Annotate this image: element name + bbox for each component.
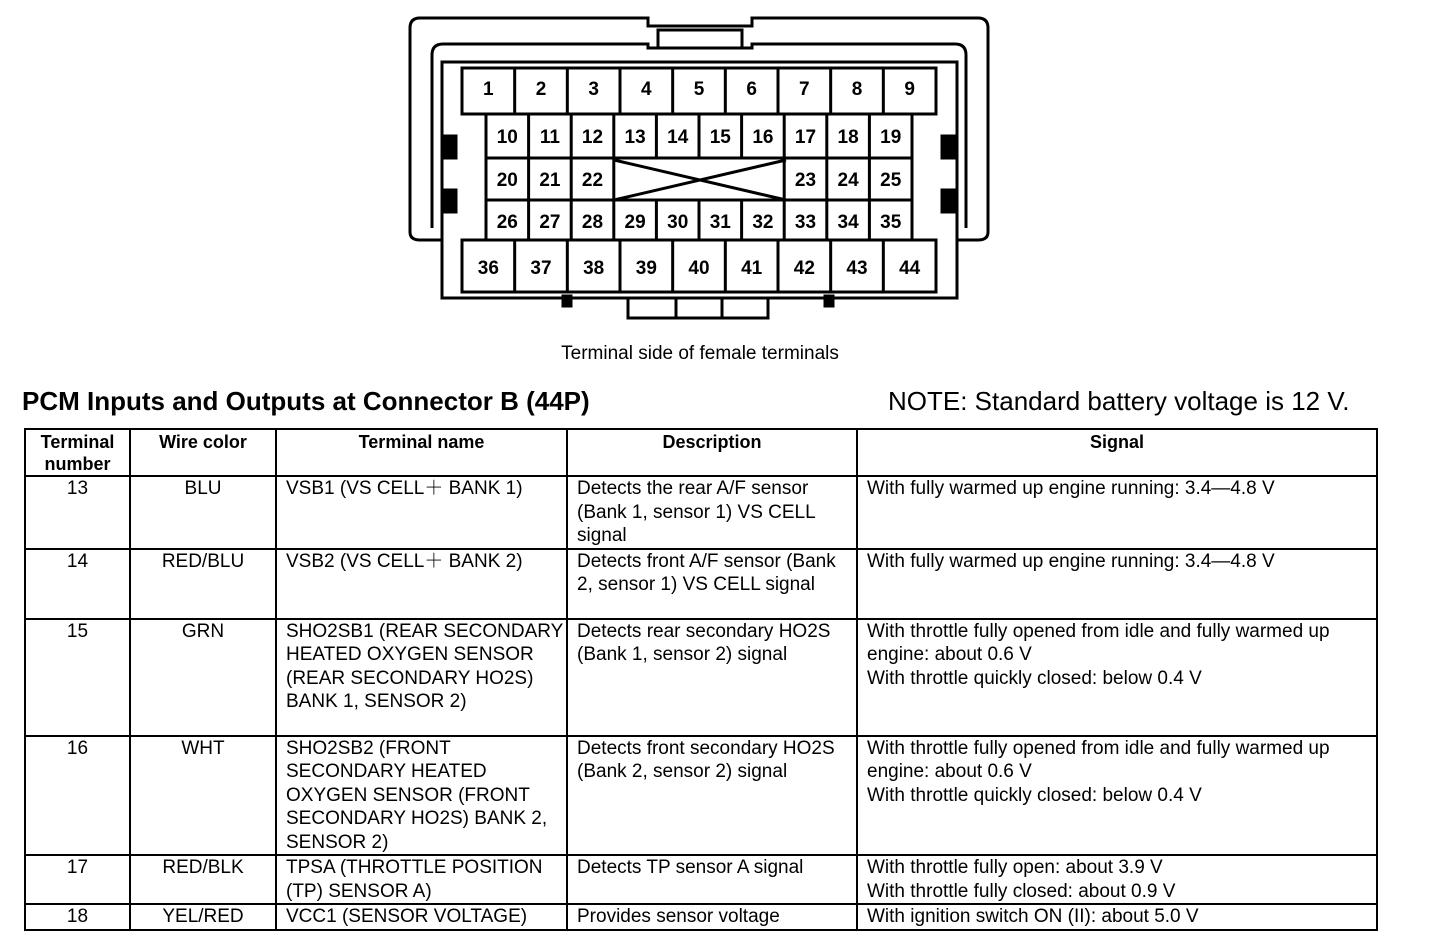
table-row bbox=[25, 855, 1377, 904]
pin-number-14: 14 bbox=[667, 127, 689, 148]
connector-side-right bbox=[957, 232, 988, 240]
pin-number-26: 26 bbox=[496, 212, 518, 233]
pin-number-24: 24 bbox=[837, 170, 859, 191]
header-terminal-number: Terminal number bbox=[25, 429, 130, 476]
pin-number-23: 23 bbox=[794, 170, 817, 191]
pin-number-1: 1 bbox=[483, 79, 494, 100]
pin-number-41: 41 bbox=[741, 258, 763, 279]
signal-line: With throttle quickly closed: below 0.4 V bbox=[867, 784, 1202, 806]
header-terminal-name: Terminal name bbox=[276, 429, 567, 476]
signal-line: With fully warmed up engine running: 3.4—4.8 V bbox=[867, 478, 1275, 499]
cell-signal bbox=[857, 476, 1377, 549]
pin-number-37: 37 bbox=[530, 258, 552, 279]
table-row bbox=[25, 476, 1377, 549]
signal-line: With throttle fully opened from idle and fully warmed up engine: about 0.6 V bbox=[867, 620, 1330, 665]
table-header-row bbox=[25, 429, 1377, 476]
pin-number-10: 10 bbox=[496, 127, 518, 148]
cell-signal bbox=[857, 619, 1377, 736]
pin-number-11: 11 bbox=[539, 127, 560, 148]
pin-number-35: 35 bbox=[880, 212, 902, 233]
cell-description: Detects rear secondary HO2S (Bank 1, sensor 2) signal bbox=[567, 619, 857, 736]
table-row bbox=[25, 549, 1377, 619]
pin-number-25: 25 bbox=[880, 170, 902, 191]
terminal-table bbox=[24, 428, 1378, 931]
cell-wire-color: WHT bbox=[130, 736, 276, 856]
connector-tab bbox=[942, 190, 954, 212]
pin-number-21: 21 bbox=[539, 170, 561, 191]
header-wire-color: Wire color bbox=[130, 429, 276, 476]
cell-terminal-number: 16 bbox=[25, 736, 130, 856]
pin-number-29: 29 bbox=[624, 212, 646, 233]
cell-terminal-number: 14 bbox=[25, 549, 130, 619]
cell-signal bbox=[857, 855, 1377, 904]
cell-terminal-number: 17 bbox=[25, 855, 130, 904]
pin-number-36: 36 bbox=[477, 258, 499, 279]
table-row bbox=[25, 619, 1377, 736]
connector-caption: Terminal side of female terminals bbox=[561, 343, 839, 364]
pin-number-39: 39 bbox=[635, 258, 657, 279]
connector-bottom-key bbox=[628, 298, 768, 318]
cell-signal bbox=[857, 549, 1377, 619]
pin-number-43: 43 bbox=[846, 258, 868, 279]
connector-bottom-tab bbox=[825, 296, 833, 306]
cell-terminal-name: TPSA (THROTTLE POSITION (TP) SENSOR A) bbox=[276, 855, 567, 904]
pin-number-32: 32 bbox=[752, 212, 774, 233]
pin-number-31: 31 bbox=[709, 212, 731, 233]
cell-signal bbox=[857, 736, 1377, 856]
pin-number-20: 20 bbox=[496, 170, 518, 191]
pin-number-5: 5 bbox=[693, 79, 705, 100]
pin-number-7: 7 bbox=[799, 79, 810, 100]
pin-number-19: 19 bbox=[880, 127, 902, 148]
blank-pin-cross bbox=[614, 160, 786, 200]
cell-description: Provides sensor voltage bbox=[567, 904, 857, 930]
page-heading: PCM Inputs and Outputs at Connector B (44P) bbox=[22, 386, 590, 416]
pin-number-40: 40 bbox=[688, 258, 710, 279]
connector-tab bbox=[444, 136, 456, 158]
cell-description: Detects front secondary HO2S (Bank 2, sensor 2) signal bbox=[567, 736, 857, 856]
pin-number-2: 2 bbox=[535, 79, 547, 100]
signal-line: With throttle quickly closed: below 0.4 V bbox=[867, 667, 1202, 689]
pin-number-27: 27 bbox=[539, 212, 561, 233]
pin-number-4: 4 bbox=[641, 79, 652, 100]
pin-number-34: 34 bbox=[837, 212, 859, 233]
connector-diagram bbox=[0, 0, 1440, 340]
signal-line: With throttle fully open: about 3.9 V bbox=[867, 857, 1163, 878]
signal-line: With throttle fully closed: about 0.9 V bbox=[867, 880, 1176, 902]
cell-terminal-name: SHO2SB1 (REAR SECONDARY HEATED OXYGEN SENSOR (REAR SECONDARY HO2S) BANK 1, SENSOR 2) bbox=[276, 619, 567, 736]
cell-terminal-name: VCC1 (SENSOR VOLTAGE) bbox=[276, 904, 567, 930]
pin-number-6: 6 bbox=[746, 79, 757, 100]
signal-line: With fully warmed up engine running: 3.4—4.8 V bbox=[867, 550, 1275, 572]
pin-number-38: 38 bbox=[583, 258, 605, 279]
table-row bbox=[25, 736, 1377, 856]
header-signal: Signal bbox=[857, 429, 1377, 476]
signal-line: With throttle fully opened from idle and fully warmed up engine: about 0.6 V bbox=[867, 737, 1330, 782]
pin-number-15: 15 bbox=[709, 127, 731, 148]
cell-signal bbox=[857, 904, 1377, 930]
pin-number-16: 16 bbox=[752, 127, 774, 148]
cell-terminal-name: VSB1 (VS CELL＋ BANK 1) bbox=[276, 476, 567, 549]
pin-number-22: 22 bbox=[581, 170, 604, 191]
cell-terminal-name: VSB2 (VS CELL＋ BANK 2) bbox=[276, 549, 567, 619]
cell-wire-color: RED/BLU bbox=[130, 549, 276, 619]
connector-bottom-tab bbox=[563, 296, 571, 306]
pin-number-18: 18 bbox=[837, 127, 859, 148]
connector-top-latch bbox=[658, 30, 742, 48]
cell-description: Detects the rear A/F sensor (Bank 1, sensor 1) VS CELL signal bbox=[567, 476, 857, 549]
pin-number-12: 12 bbox=[581, 127, 604, 148]
pin-number-42: 42 bbox=[793, 258, 815, 279]
pin-number-28: 28 bbox=[581, 212, 604, 233]
pin-number-17: 17 bbox=[794, 127, 817, 148]
cell-description: Detects TP sensor A signal bbox=[567, 855, 857, 904]
cell-wire-color: RED/BLK bbox=[130, 855, 276, 904]
pin-number-9: 9 bbox=[904, 79, 915, 100]
cell-wire-color: YEL/RED bbox=[130, 904, 276, 930]
connector-tab bbox=[942, 136, 954, 158]
pin-number-3: 3 bbox=[588, 79, 599, 100]
cell-terminal-name: SHO2SB2 (FRONT SECONDARY HEATED OXYGEN SENSOR (FRONT SECONDARY HO2S) BANK 2, SENSOR 2) bbox=[276, 736, 567, 856]
table-row bbox=[25, 904, 1377, 930]
cell-wire-color: GRN bbox=[130, 619, 276, 736]
connector-tab bbox=[444, 190, 456, 212]
cell-terminal-number: 13 bbox=[25, 476, 130, 549]
cell-description: Detects front A/F sensor (Bank 2, sensor 1) VS CELL signal bbox=[567, 549, 857, 619]
pin-number-44: 44 bbox=[899, 258, 921, 279]
voltage-note: NOTE: Standard battery voltage is 12 V. bbox=[888, 386, 1350, 416]
signal-line: With ignition switch ON (II): about 5.0 V bbox=[867, 906, 1199, 927]
cell-terminal-number: 15 bbox=[25, 619, 130, 736]
pin-number-30: 30 bbox=[667, 212, 689, 233]
pin-number-8: 8 bbox=[851, 79, 863, 100]
connector-side-left bbox=[410, 232, 442, 240]
cell-wire-color: BLU bbox=[130, 476, 276, 549]
header-description: Description bbox=[567, 429, 857, 476]
pin-number-13: 13 bbox=[624, 127, 646, 148]
pin-number-33: 33 bbox=[794, 212, 817, 233]
cell-terminal-number: 18 bbox=[25, 904, 130, 930]
